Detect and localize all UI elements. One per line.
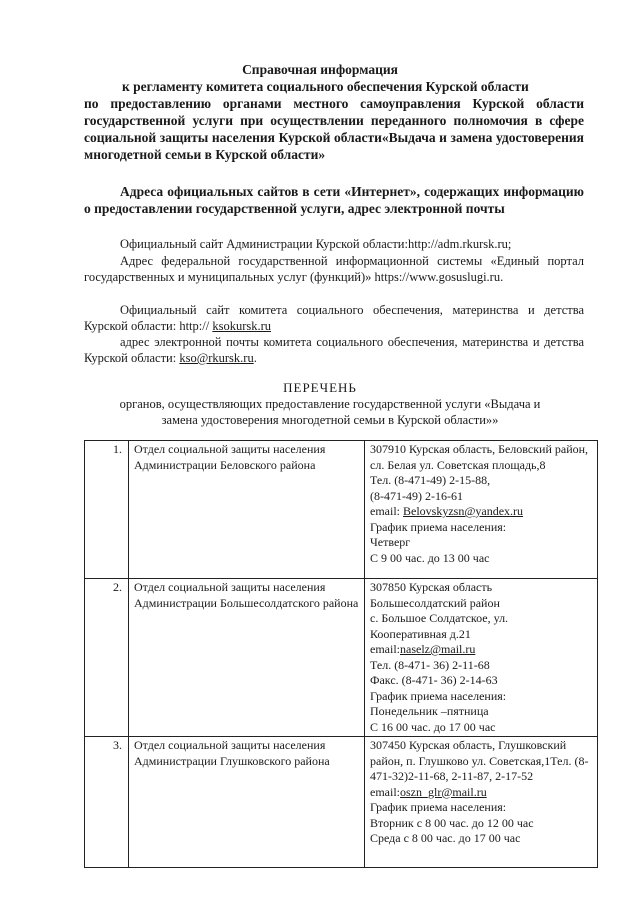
schedule-hours: С 16 00 час. до 17 00 час	[370, 719, 496, 734]
organization-contacts	[365, 737, 598, 868]
row-number: 2.	[85, 579, 129, 737]
schedule-hours: Вторник с 8 00 час. до 12 00 час	[370, 815, 534, 830]
committee-email-link[interactable]: kso@rkursk.ru	[179, 351, 254, 365]
organization-name: Отдел социальной защиты населения Администрации Глушковского района	[129, 737, 365, 868]
list-title: ПЕРЕЧЕНЬ	[283, 380, 357, 395]
email-link[interactable]: oszn_glr@mail.ru	[400, 784, 487, 799]
address: Большесолдатский район	[370, 595, 500, 610]
address: Кооперативная д.21	[370, 626, 471, 641]
email-line	[370, 785, 593, 801]
schedule-label: График приема населения:	[370, 519, 507, 534]
portal-paragraph: Адрес федеральной государственной информационной системы «Единый портал государственных и муниципальных услуг (функций)» https://www.gosuslugi.ru.	[84, 254, 584, 284]
table-row	[85, 579, 598, 737]
table-row	[85, 441, 598, 579]
committee-site-paragraph	[84, 302, 584, 334]
table-row	[85, 737, 598, 868]
organization-name: Отдел социальной защиты населения Администрации Беловского района	[129, 441, 365, 579]
phone: (8-471-49) 2-16-61	[370, 488, 463, 503]
schedule-label: График приема населения:	[370, 800, 507, 814]
admin-site-line: Официальный сайт Администрации Курской области:http://adm.rkursk.ru;	[120, 237, 512, 251]
list-subtitle: органов, осуществляющих предоставление государственной услуги «Выдача и замена удостоверения многодетной семьи в Курской области»»	[119, 397, 541, 427]
fax: Факс. (8-471- 36) 2-14-63	[370, 673, 498, 687]
email-label: email:	[370, 784, 400, 799]
organization-contacts	[365, 579, 598, 737]
committee-email-paragraph	[84, 334, 584, 366]
schedule-days: Четверг	[370, 535, 411, 549]
committee-email-end: .	[253, 351, 257, 365]
schedule-hours: Среда с 8 00 час. до 17 00 час	[370, 831, 521, 845]
address: 307850 Курская область	[370, 580, 493, 594]
schedule-label: График приема населения:	[370, 688, 507, 703]
committee-email-text: адрес электронной почты комитета социального обеспечения, материнства и детства Курской области:	[84, 335, 584, 365]
intro-line1: к регламенту комитета социального обеспечения Курской области	[122, 79, 529, 94]
email-link[interactable]: Belovskyzsn@yandex.ru	[403, 504, 524, 518]
address: 307910 Курская область, Беловский район, сл. Белая ул. Советская площадь,8	[370, 442, 589, 472]
email-link[interactable]: naselz@mail.ru	[400, 642, 476, 656]
address: с. Большое Солдатское, ул.	[370, 611, 509, 625]
email-line	[370, 642, 593, 658]
committee-site-link[interactable]: ksokursk.ru	[212, 319, 272, 333]
page-title: Справочная информация	[242, 62, 398, 77]
row-number: 1.	[85, 441, 129, 579]
email-line	[370, 504, 593, 520]
organization-name: Отдел социальной защиты населения Администрации Большесолдатского района	[129, 579, 365, 737]
address: 307450 Курская область, Глушковский район, п. Глушково ул. Советская,1Тел. (8-471-32)2-11-68, 2-11-87, 2-17-52	[370, 738, 589, 783]
organization-contacts	[365, 441, 598, 579]
row-number: 3.	[85, 737, 129, 868]
email-label: email:	[370, 504, 403, 518]
organizations-table	[84, 440, 598, 868]
phone: Тел. (8-471- 36) 2-11-68	[370, 657, 490, 672]
schedule-hours: С 9 00 час. до 13 00 час	[370, 550, 490, 565]
email-label: email:	[370, 642, 400, 656]
phone: Тел. (8-471-49) 2-15-88,	[370, 473, 491, 487]
schedule-days: Понедельник –пятница	[370, 704, 489, 718]
sites-heading: Адреса официальных сайтов в сети «Интернет», содержащих информацию о предоставлении государственной услуги, адрес электронной почты	[84, 184, 584, 216]
committee-site-text: Официальный сайт комитета социального обеспечения, материнства и детства Курской области: http://	[84, 303, 584, 333]
intro-rest: по предоставлению органами местного самоуправления Курской области государственной услуги при осуществлении переданного полномочия в сфере социальной защиты населения Курской области«Выдача и замена удостоверения многодетной семьи в Курской области»	[84, 96, 584, 162]
intro-paragraph	[84, 78, 584, 163]
